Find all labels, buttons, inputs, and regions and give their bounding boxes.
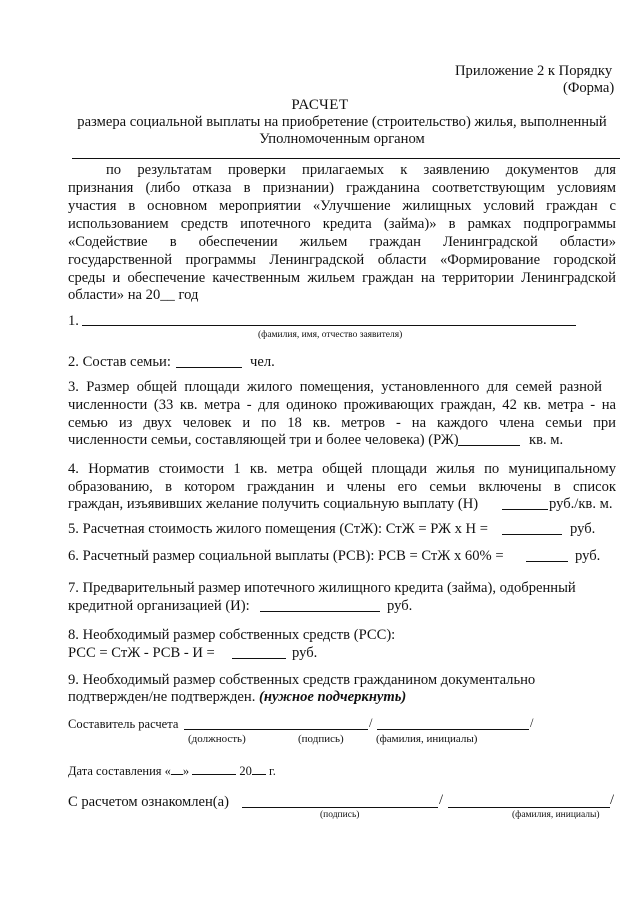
item2-label: 2. Состав семьи: — [68, 354, 171, 370]
date-label — [68, 762, 276, 779]
date-year-prefix: 20 — [239, 764, 252, 778]
document-subtitle-line-2: Уполномоченным органом — [259, 131, 425, 147]
intro-line-4: использованием средств ипотечного кредита (займа)» в рамках подпрограммы — [68, 216, 616, 232]
intro-line-1: по результатам проверки прилагаемых к заявлению документов для — [106, 162, 616, 178]
item6-label: 6. Расчетный размер социальной выплаты (РСВ): РСВ = СтЖ х 60% = — [68, 548, 504, 564]
item1-number: 1. — [68, 313, 79, 329]
item2-unit: чел. — [250, 354, 275, 370]
intro-line-6: государственной программы Ленинградской области «Формирование городской — [68, 252, 616, 268]
item6-unit: руб. — [575, 548, 601, 564]
date-year-suffix: г. — [269, 764, 276, 778]
signature-separator-2: / — [530, 716, 534, 730]
item8-line-2: РСС = СтЖ - РСВ - И = — [68, 645, 215, 661]
item5-unit: руб. — [570, 521, 596, 537]
signature-position-field[interactable] — [184, 729, 368, 730]
item9-line-1: 9. Необходимый размер собственных средств гражданином документально — [68, 672, 536, 688]
signature-separator-1: / — [369, 716, 373, 730]
date-month-field[interactable] — [192, 762, 236, 775]
item3-area-field[interactable] — [458, 445, 520, 446]
item8-line-1: 8. Необходимый размер собственных средств (РСС): — [68, 627, 396, 643]
item8-own-funds-field[interactable] — [232, 658, 286, 659]
item6-payment-field[interactable] — [526, 561, 568, 562]
item4-line-3: граждан, изъявивших желание получить социальную выплату (Н) — [68, 496, 479, 512]
form-label: (Форма) — [563, 80, 615, 96]
item3-unit: кв. м. — [529, 432, 564, 448]
signature-label: Составитель расчета — [68, 717, 179, 731]
item5-label: 5. Расчетная стоимость жилого помещения (СтЖ): СтЖ = РЖ х Н = — [68, 521, 488, 537]
document-title: РАСЧЕТ — [291, 97, 349, 113]
item7-line-1: 7. Предварительный размер ипотечного жилищного кредита (займа), одобренный — [68, 580, 576, 596]
date-day-field[interactable] — [171, 762, 183, 775]
item4-line-1: 4. Норматив стоимости 1 кв. метра общей площади жилья по муниципальному — [68, 461, 616, 477]
appendix-label: Приложение 2 к Порядку — [455, 63, 613, 79]
item5-cost-field[interactable] — [502, 534, 562, 535]
ack-label: С расчетом ознакомлен(а) — [68, 794, 229, 810]
ack-signature-caption: (подпись) — [320, 810, 360, 820]
signature-name-caption: (фамилия, инициалы) — [376, 733, 478, 745]
ack-name-field[interactable] — [448, 807, 610, 808]
ack-separator-2: / — [610, 792, 615, 808]
date-close-quote: » — [182, 764, 190, 778]
intro-line-3: участия в основном мероприятии «Улучшение жилищных условий граждан с — [68, 198, 616, 214]
item3-line-2: численности (33 кв. метра - для одиноко проживающих граждан, 42 кв. метра - на — [68, 397, 616, 413]
item4-unit: руб./кв. м. — [549, 496, 613, 512]
header-rule — [72, 158, 620, 159]
signature-sign-caption: (подпись) — [298, 733, 344, 745]
intro-line-8: области» на 20__ год — [68, 287, 199, 303]
item2-family-size-field[interactable] — [176, 367, 242, 368]
item7-line-2: кредитной организацией (И): — [68, 598, 250, 614]
item8-unit: руб. — [292, 645, 318, 661]
item9-line-2 — [68, 689, 406, 706]
signature-position-caption: (должность) — [188, 733, 246, 745]
intro-line-5: «Содействие в обеспечении жильем граждан Ленинградской области» — [68, 234, 616, 250]
item7-credit-field[interactable] — [260, 611, 380, 612]
item4-line-2: образованию, в котором гражданин и члены его семьи включены в список — [68, 479, 616, 495]
item4-norm-field[interactable] — [502, 509, 548, 510]
item9-status: подтвержден/не подтвержден. — [68, 689, 256, 705]
ack-name-caption: (фамилия, инициалы) — [512, 810, 600, 820]
item3-line-3: семью из двух человек и по 18 кв. метров - на каждого члена семьи при — [68, 415, 616, 431]
item7-unit: руб. — [387, 598, 413, 614]
intro-line-2: признания (либо отказа в признании) гражданина соответствующим условиям — [68, 180, 616, 196]
ack-separator-1: / — [439, 792, 444, 808]
date-year-field[interactable] — [252, 762, 266, 775]
item3-line-1: 3. Размер общей площади жилого помещения, установленного для семей разной — [68, 379, 602, 395]
item1-applicant-name-field[interactable] — [82, 325, 576, 326]
item3-line-4: численности семьи, составляющей три и более человека) (РЖ) — [68, 432, 459, 448]
document-subtitle-line-1: размера социальной выплаты на приобретение (строительство) жилья, выполненный — [77, 114, 607, 130]
date-label-text: Дата составления « — [68, 764, 171, 778]
intro-line-7: среды и обеспечение качественным жильем граждан на территории Ленинградской — [68, 270, 616, 286]
signature-name-field[interactable] — [377, 729, 529, 730]
ack-signature-field[interactable] — [242, 807, 438, 808]
item1-caption: (фамилия, имя, отчество заявителя) — [258, 330, 403, 340]
item9-note: (нужное подчеркнуть) — [259, 689, 407, 705]
